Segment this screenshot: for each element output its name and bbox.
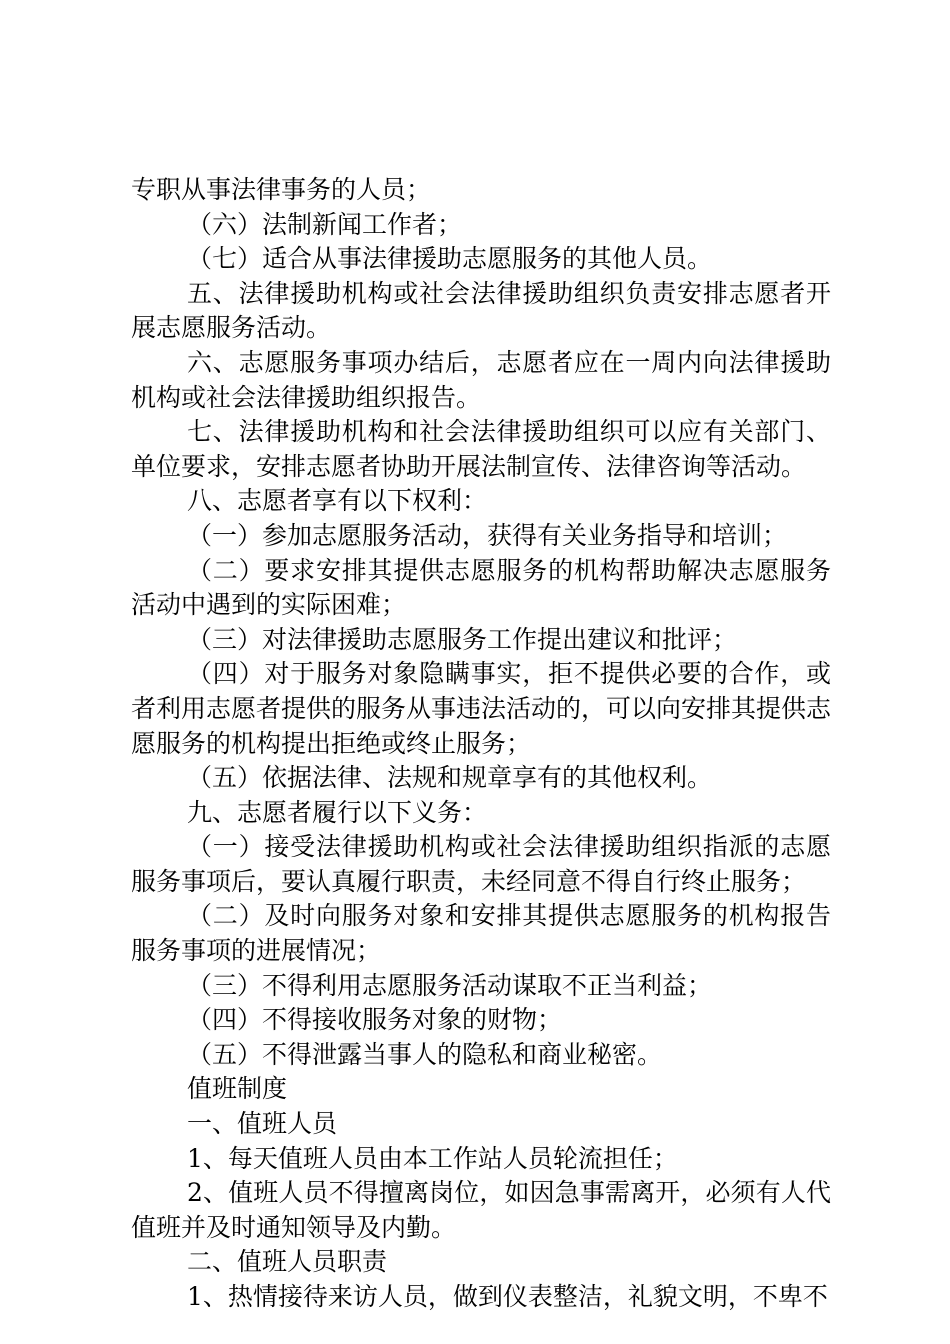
paragraph: （二）要求安排其提供志愿服务的机构帮助解决志愿服务活动中遇到的实际困难； [131, 555, 831, 620]
section-heading: 值班制度 [187, 1074, 288, 1104]
paragraph: 六、志愿服务事项办结后，志愿者应在一周内向法律援助机构或社会法律援助组织报告。 [131, 347, 831, 412]
paragraph: 2、值班人员不得擅离岗位，如因急事需离开，必须有人代值班并及时通知领导及内勤。 [131, 1178, 831, 1242]
paragraph: （四）不得接收服务对象的财物； [187, 1005, 563, 1035]
paragraph: 五、法律援助机构或社会法律援助组织负责安排志愿者开展志愿服务活动。 [131, 278, 831, 343]
paragraph: 七、法律援助机构和社会法律援助组织可以应有关部门、单位要求，安排志愿者协助开展法制宣传、法律咨询等活动。 [131, 417, 831, 481]
paragraph: 八、志愿者享有以下权利： [187, 486, 488, 516]
paragraph: 九、志愿者履行以下义务： [187, 797, 488, 827]
paragraph: 一、值班人员 [187, 1109, 338, 1139]
paragraph: （五）不得泄露当事人的隐私和商业秘密。 [187, 1039, 663, 1069]
document-body [131, 173, 831, 1315]
paragraph: （三）对法律援助志愿服务工作提出建议和批评； [187, 624, 738, 654]
paragraph: （一）接受法律援助机构或社会法律援助组织指派的志愿服务事项后，要认真履行职责，未经同意不得自行终止服务； [131, 832, 831, 896]
paragraph: （七）适合从事法律援助志愿服务的其他人员。 [187, 244, 713, 274]
paragraph: 1、每天值班人员由本工作站人员轮流担任； [187, 1143, 678, 1173]
paragraph: （五）依据法律、法规和规章享有的其他权利。 [187, 763, 713, 793]
paragraph: （一）参加志愿服务活动，获得有关业务指导和培训； [187, 520, 788, 550]
paragraph: （二）及时向服务对象和安排其提供志愿服务的机构报告服务事项的进展情况； [131, 901, 831, 966]
paragraph: （三）不得利用志愿服务活动谋取不正当利益； [187, 970, 713, 1000]
paragraph: 1、热情接待来访人员，做到仪表整洁，礼貌文明，不卑不 [187, 1282, 828, 1311]
paragraph: （六）法制新闻工作者； [187, 209, 463, 239]
paragraph: （四）对于服务对象隐瞒事实，拒不提供必要的合作，或者利用志愿者提供的服务从事违法活动的，可以向安排其提供志愿服务的机构提出拒绝或终止服务； [131, 659, 832, 758]
paragraph: 二、值班人员职责 [187, 1247, 388, 1277]
paragraph: 专职从事法律事务的人员； [131, 175, 432, 204]
